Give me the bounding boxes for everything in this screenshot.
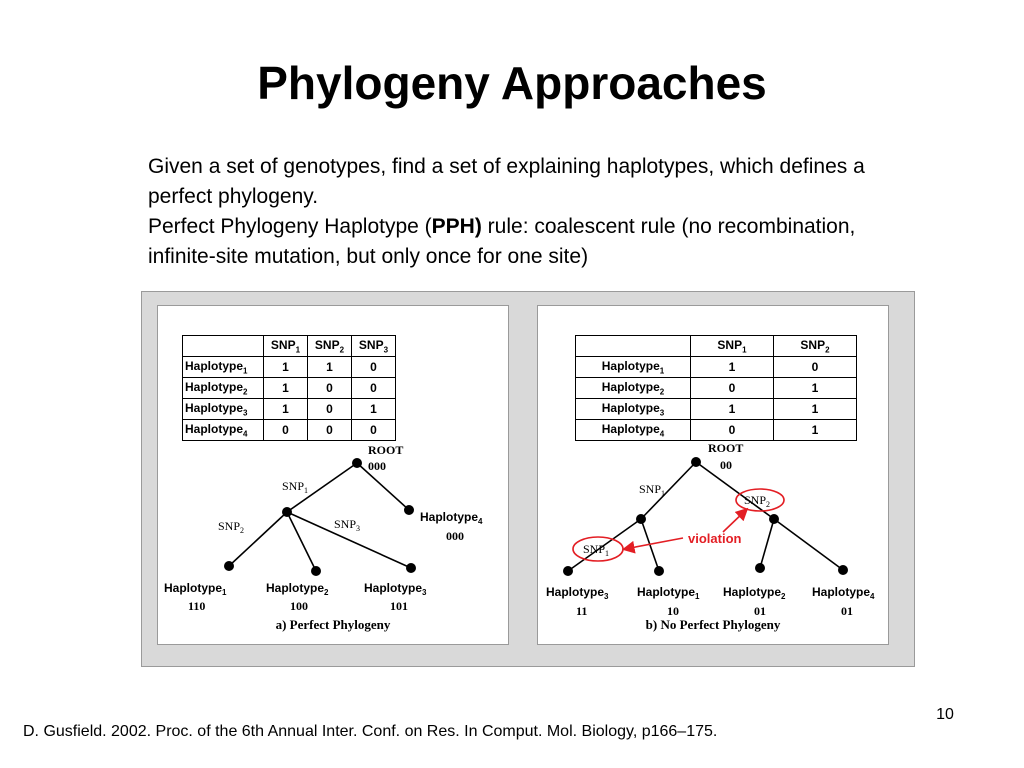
- table-cell: 1: [264, 378, 308, 399]
- root-bits: 000: [368, 459, 386, 473]
- table-cell: 0: [352, 357, 396, 378]
- pph-acronym: PPH): [431, 215, 482, 238]
- table-cell: 1: [691, 357, 774, 378]
- haplotype4-bits: 01: [841, 604, 853, 618]
- root-label: ROOT: [368, 443, 404, 457]
- row-label: Haplotype$_3$: [576, 399, 691, 420]
- tree-edge: [287, 512, 316, 571]
- haplotype3-bits: 101: [390, 599, 408, 613]
- table-cell: 0: [352, 378, 396, 399]
- row-label: Haplotype$_1$: [183, 357, 264, 378]
- panel-perfect-phylogeny: [157, 305, 509, 645]
- violation-label: violation: [688, 531, 742, 546]
- haplotype2-bits: 100: [290, 599, 308, 613]
- row-label: Haplotype$_2$: [183, 378, 264, 399]
- root-label: ROOT: [708, 441, 744, 455]
- root-bits: 00: [720, 458, 732, 472]
- table-cell: 1: [691, 399, 774, 420]
- table-cell: 0: [308, 378, 352, 399]
- tree-node: [654, 566, 664, 576]
- root-node: [691, 457, 701, 467]
- haplotype4-label: Haplotype$_4$: [420, 510, 483, 526]
- caption-b: b) No Perfect Phylogeny: [645, 617, 781, 632]
- snp2-label: $SNP_2$: [744, 493, 771, 509]
- table-cell: 1: [264, 357, 308, 378]
- citation: D. Gusfield. 2002. Proc. of the 6th Annual Inter. Conf. on Res. In Comput. Mol. Biology, p166–175.: [23, 723, 718, 740]
- snp2-label: $SNP_2$: [218, 519, 245, 535]
- slide-title: Phylogeny Approaches: [257, 57, 767, 109]
- tree-node: [406, 563, 416, 573]
- haplotype2-label: Haplotype$_2$: [266, 581, 329, 597]
- table-cell: 0: [308, 399, 352, 420]
- pph-rule-prefix: Perfect Phylogeny Haplotype (: [148, 215, 432, 238]
- snp3-label: $SNP_3$: [334, 517, 361, 533]
- table-cell: 1: [352, 399, 396, 420]
- tree-node: [311, 566, 321, 576]
- haplotype2-bits: 01: [754, 604, 766, 618]
- table-cell: 0: [308, 420, 352, 441]
- snp1-label: $SNP_1$: [282, 479, 309, 495]
- phylogeny-figure: [141, 291, 915, 667]
- tree-node: [282, 507, 292, 517]
- intro-text: [148, 152, 888, 272]
- snp1-repeat-label: $SNP_1$: [583, 542, 610, 558]
- haplotype3-label: Haplotype$_3$: [546, 585, 609, 601]
- root-node: [352, 458, 362, 468]
- haplotype4-bits: 000: [446, 529, 464, 543]
- tree-edge: [774, 519, 843, 570]
- row-label: Haplotype$_3$: [183, 399, 264, 420]
- haplotype3-bits: 11: [576, 604, 588, 618]
- haplotype3-label: Haplotype$_3$: [364, 581, 427, 597]
- tree-node: [563, 566, 573, 576]
- intro-line-1: Given a set of genotypes, find a set of explaining haplotypes, which defines a perfect phylogeny.: [148, 155, 865, 208]
- phylogeny-tree-b: [538, 306, 890, 646]
- phylogeny-tree-a: [158, 306, 510, 646]
- violation-arrow-left: [625, 538, 683, 549]
- table-header-cell: $SNP_2$: [308, 336, 352, 357]
- page-number: 10: [936, 706, 954, 723]
- tree-node: [838, 565, 848, 575]
- row-label: Haplotype$_4$: [576, 420, 691, 441]
- violation-arrow-right: [723, 510, 746, 532]
- tree-node: [769, 514, 779, 524]
- table-header-cell: $SNP_2$: [774, 336, 857, 357]
- intro-line-2: [148, 212, 888, 272]
- table-header-cell: $SNP_1$: [691, 336, 774, 357]
- row-label: Haplotype$_2$: [576, 378, 691, 399]
- table-cell: 1: [774, 420, 857, 441]
- panel-no-perfect-phylogeny: [537, 305, 889, 645]
- table-cell: 0: [264, 420, 308, 441]
- table-cell: 1: [264, 399, 308, 420]
- haplotype1-label: Haplotype$_1$: [164, 581, 227, 597]
- tree-node: [224, 561, 234, 571]
- table-cell: 1: [774, 399, 857, 420]
- row-label: Haplotype$_1$: [576, 357, 691, 378]
- tree-node: [404, 505, 414, 515]
- pph-rule-suffix: rule: coalescent rule (no recombination, infinite-site mutation, but only once for one site): [148, 215, 856, 268]
- haplotype1-bits: 110: [188, 599, 206, 613]
- table-header-cell: $SNP_3$: [352, 336, 396, 357]
- caption-a: a) Perfect Phylogeny: [275, 617, 391, 632]
- haplotype1-label: Haplotype$_1$: [637, 585, 700, 601]
- table-cell: 0: [691, 378, 774, 399]
- haplotype4-label: Haplotype$_4$: [812, 585, 875, 601]
- tree-node: [636, 514, 646, 524]
- tree-edge: [760, 519, 774, 568]
- table-header-cell: $SNP_1$: [264, 336, 308, 357]
- table-cell: 1: [308, 357, 352, 378]
- haplotype1-bits: 10: [667, 604, 679, 618]
- row-label: Haplotype$_4$: [183, 420, 264, 441]
- table-cell: 0: [691, 420, 774, 441]
- table-cell: 0: [774, 357, 857, 378]
- haplotype2-label: Haplotype$_2$: [723, 585, 786, 601]
- table-cell: 1: [774, 378, 857, 399]
- table-cell: 0: [352, 420, 396, 441]
- tree-node: [755, 563, 765, 573]
- snp1-label: $SNP_1$: [639, 482, 666, 498]
